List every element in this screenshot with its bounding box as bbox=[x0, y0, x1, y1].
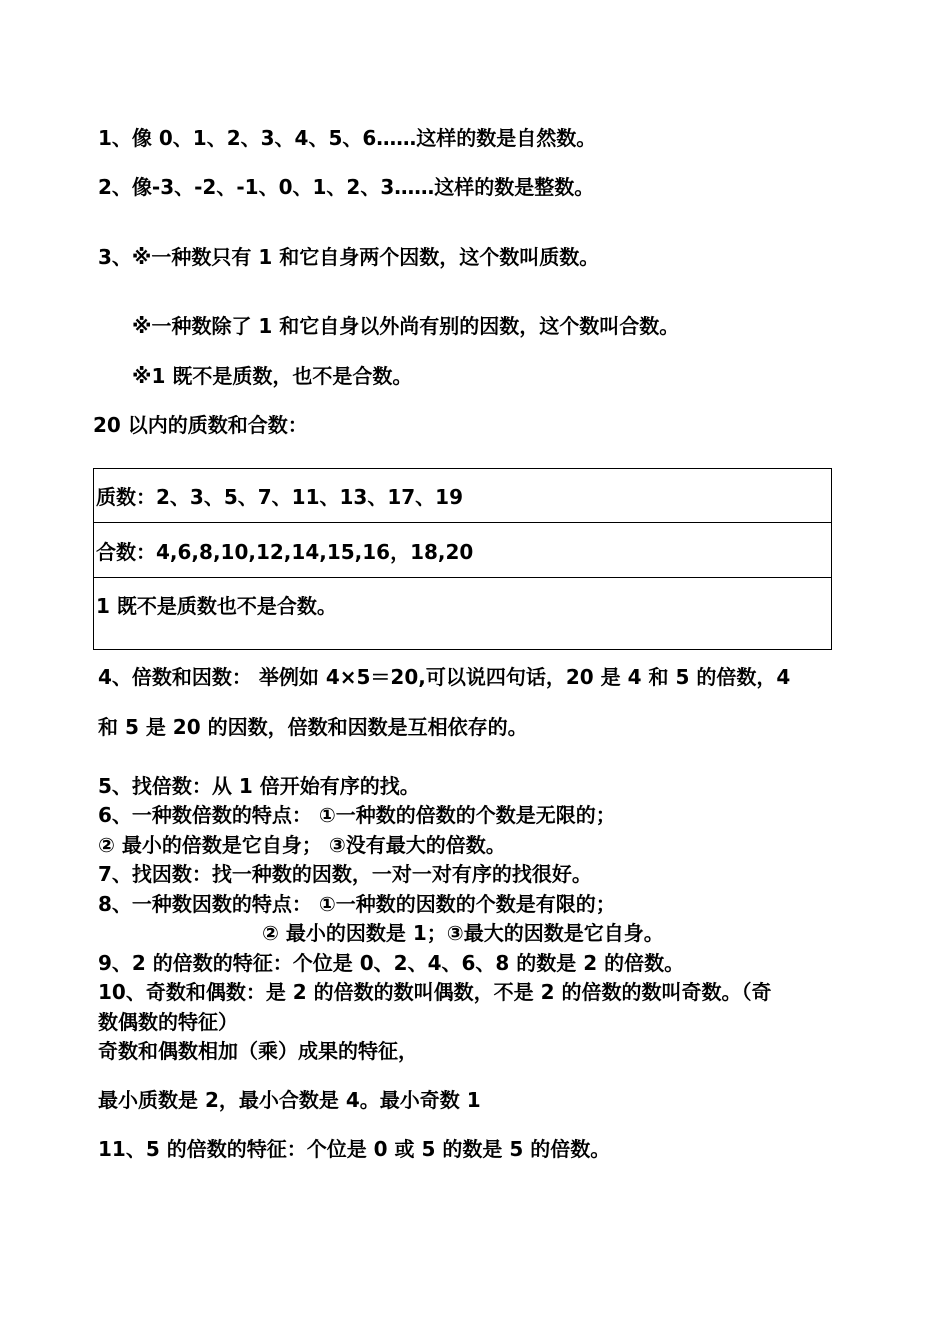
table-divider bbox=[94, 522, 831, 523]
item-8-continued: ② 最小的因数是 1；③最大的因数是它自身。 bbox=[262, 921, 664, 945]
smallest-numbers-note: 最小质数是 2，最小合数是 4。最小奇数 1 bbox=[98, 1088, 481, 1112]
composite-definition: ※一种数除了 1 和它自身以外尚有别的因数，这个数叫合数。 bbox=[132, 314, 680, 338]
table-divider bbox=[94, 577, 831, 578]
item-8-factor-traits: 8、一种数因数的特点： ①一种数的因数的个数是有限的； bbox=[98, 892, 616, 916]
one-neither-note: ※1 既不是质数，也不是合数。 bbox=[132, 364, 413, 388]
item-4-continued: 和 5 是 20 的因数，倍数和因数是互相依存的。 bbox=[98, 715, 528, 739]
item-2-integers: 2、像-3、-2、-1、0、1、2、3……这样的数是整数。 bbox=[98, 175, 595, 199]
table-heading: 20 以内的质数和合数： bbox=[93, 413, 308, 437]
item-7-find-factors: 7、找因数：找一种数的因数，一对一对有序的找很好。 bbox=[98, 862, 592, 886]
item-5-find-multiples: 5、找倍数：从 1 倍开始有序的找。 bbox=[98, 774, 420, 798]
table-row-primes: 质数：2、3、5、7、11、13、17、19 bbox=[96, 485, 463, 509]
odd-even-sum-note: 奇数和偶数相加（乘）成果的特征， bbox=[98, 1039, 418, 1063]
item-3-prime-definition: 3、※一种数只有 1 和它自身两个因数，这个数叫质数。 bbox=[98, 245, 600, 269]
item-11-multiples-of-5: 11、5 的倍数的特征：个位是 0 或 5 的数是 5 的倍数。 bbox=[98, 1137, 611, 1161]
item-4-multiples-factors: 4、倍数和因数： 举例如 4×5＝20,可以说四句话，20 是 4 和 5 的倍数，4 bbox=[98, 665, 791, 689]
item-1-natural-numbers: 1、像 0、1、2、3、4、5、6……这样的数是自然数。 bbox=[98, 126, 597, 150]
item-10-odd-even: 10、奇数和偶数：是 2 的倍数的数叫偶数，不是 2 的倍数的数叫奇数。（奇 bbox=[98, 980, 772, 1004]
item-6-continued: ② 最小的倍数是它自身； ③没有最大的倍数。 bbox=[98, 833, 506, 857]
prime-composite-table bbox=[93, 468, 832, 650]
item-10-continued: 数偶数的特征） bbox=[98, 1010, 238, 1034]
item-6-multiple-traits: 6、一种数倍数的特点： ①一种数的倍数的个数是无限的； bbox=[98, 803, 616, 827]
table-row-one: 1 既不是质数也不是合数。 bbox=[96, 594, 337, 618]
item-9-multiples-of-2: 9、2 的倍数的特征：个位是 0、2、4、6、8 的数是 2 的倍数。 bbox=[98, 951, 685, 975]
table-row-composites: 合数：4,6,8,10,12,14,15,16，18,20 bbox=[96, 540, 474, 564]
